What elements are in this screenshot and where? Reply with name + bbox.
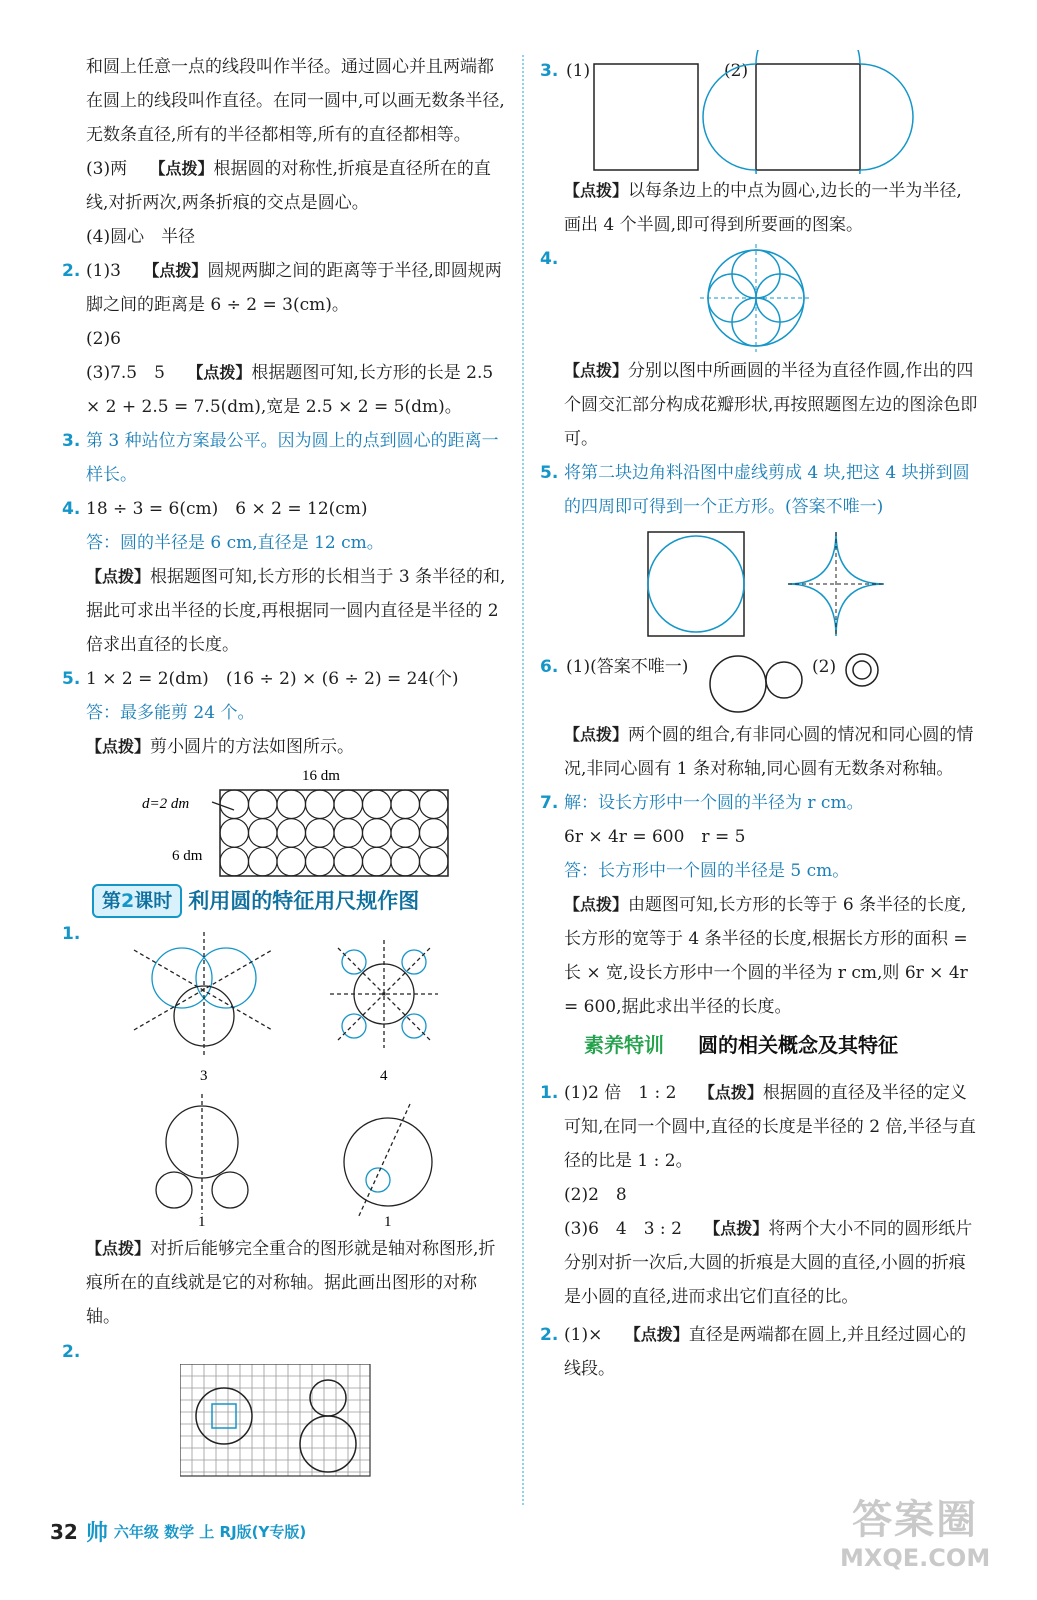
concentric-circle-outer [846, 654, 878, 686]
r7-number: 7. [540, 793, 559, 813]
watermark [840, 1497, 991, 1572]
three-circles-figure [134, 932, 272, 1056]
r5-figures [540, 524, 978, 646]
page-number: 32 [50, 1519, 78, 1544]
s1 [540, 1076, 978, 1178]
q5 [62, 662, 510, 696]
small-circle [220, 819, 249, 848]
q5-answer-text: 答：最多能剪 24 个。 [86, 703, 255, 723]
square-flower [756, 64, 860, 170]
q5-calc: 1 × 2 = 2(dm) (16 ÷ 2) × (6 ÷ 2) = 24(个) [86, 669, 459, 689]
s1-1-tip-text: 根据圆的直径及半径的定义可知,在同一个圆中,直径的长度是半径的 2 倍,半径与直径的比是 1 : 2。 [564, 1083, 976, 1171]
small-circle [220, 847, 249, 876]
small-circle [334, 819, 363, 848]
l1-tip [62, 1232, 510, 1334]
small-circle [420, 847, 449, 876]
small-circle [363, 790, 392, 819]
special-training-header [584, 1028, 978, 1062]
q1-continuation-text: 和圆上任意一点的线段叫作半径。通过圆心并且两端都在圆上的线段叫作直径。在同一圆中,可以画无数条半径,无数条直径,所有的半径都相等,所有的直径都相等。 [86, 57, 505, 145]
four-circles-figure [330, 940, 438, 1048]
tip-label: 【点拨】 [698, 1083, 763, 1102]
q5-answer [62, 696, 510, 730]
tip-label: 【点拨】 [86, 1239, 151, 1258]
lesson-header [92, 884, 510, 918]
lesson-badge [92, 884, 182, 918]
q4-calc: 18 ÷ 3 = 6(cm) 6 × 2 = 12(cm) [86, 499, 368, 519]
q2-3-tip-text: 根据题图可知,长方形的长是 2.5 × 2 + 2.5 = 7.5(dm),宽是 2.5 × 2 = 5(dm)。 [86, 363, 494, 417]
q5-number: 5. [62, 669, 81, 689]
r7-tip [540, 888, 978, 1024]
l2 [62, 1340, 510, 1364]
q2-1-tip-text: 圆规两脚之间的距离等于半径,即圆规两脚之间的距离是 6 ÷ 2 = 3(cm)。 [86, 261, 502, 315]
l2-number: 2. [62, 1342, 81, 1362]
s1-1-answer: (1)2 倍 1 : 2 [564, 1083, 677, 1103]
r5 [540, 456, 978, 524]
q1-4-answer: (4)圆心 半径 [86, 227, 196, 247]
s2-1-answer: (1)× [564, 1325, 603, 1345]
r3-figures [540, 50, 978, 174]
symmetry-axes-figures [62, 932, 510, 1232]
r4-number: 4. [540, 249, 559, 269]
left-column [62, 50, 510, 1484]
watermark-url: MXQE.COM [840, 1544, 991, 1572]
small-circle [391, 790, 420, 819]
lesson-title: 利用圆的特征用尺规作图 [188, 889, 420, 913]
non-concentric-circle-large [710, 656, 766, 712]
badge-number: 2 [121, 890, 135, 912]
s2 [540, 1318, 978, 1386]
s1-3-answer: (3)6 4 3 : 2 [564, 1219, 682, 1239]
l1-tip-text: 对折后能够完全重合的图形就是轴对称图形,折痕所在的直线就是它的对称轴。据此画出图形的对称轴。 [86, 1239, 496, 1327]
r7-answer [540, 854, 978, 888]
fig-d-caption: 1 [384, 1214, 392, 1230]
tip-label: 【点拨】 [624, 1325, 689, 1344]
r6-tip-text: 两个圆的组合,有非同心圆的情况和同心圆的情况,非同心圆有 1 条对称轴,同心圆有无数条对称轴。 [564, 725, 974, 779]
label-16dm: 16 dm [302, 768, 340, 784]
square-with-circle [648, 532, 744, 636]
concentric-circle-inner [853, 661, 871, 679]
r4-figure [540, 242, 978, 354]
small-circle [249, 847, 278, 876]
q1-3 [62, 152, 510, 220]
r6-tip [540, 718, 978, 786]
q5-tip-text: 剪小圆片的方法如图所示。 [150, 737, 355, 757]
label-diameter: d=2 dm [142, 796, 190, 812]
grid-circle-top [310, 1380, 346, 1416]
small-circle [420, 819, 449, 848]
semicircle-petals [703, 50, 913, 174]
brand-logo: 帅 [85, 1521, 108, 1546]
q2-3 [62, 356, 510, 424]
tip-label: 【点拨】 [143, 261, 208, 280]
small-circle [277, 819, 306, 848]
small-circle [249, 790, 278, 819]
q2-number: 2. [62, 261, 81, 281]
r3-number: 3. [540, 61, 559, 81]
r3-tip-text: 以每条边上的中点为圆心,边长的一半为半径,画出 4 个半圆,即可得到所要画的图案。 [564, 181, 962, 235]
q4 [62, 492, 510, 526]
s2-number: 2. [540, 1325, 559, 1345]
s1-3-tip-text: 将两个大小不同的圆形纸片分别对折一次后,大圆的折痕是大圆的直径,小圆的折痕是小圆的直径,进而求出它们直径的比。 [564, 1219, 973, 1307]
small-circle [306, 847, 335, 876]
small-circle [391, 819, 420, 848]
tip-label: 【点拨】 [149, 159, 214, 178]
s1-number: 1. [540, 1083, 559, 1103]
fig-a-caption: 3 [200, 1068, 208, 1084]
small-circle [277, 847, 306, 876]
r7-equation: 6r × 4r = 600 r = 5 [564, 827, 746, 847]
badge-post: 课时 [134, 890, 173, 912]
l1-number: 1. [62, 924, 81, 944]
q2 [62, 254, 510, 322]
q5-tip [62, 730, 510, 764]
r3-2-label: (2) [724, 61, 749, 81]
r7-tip-text: 由题图可知,长方形的长等于 6 条半径的长度,长方形的宽等于 4 条半径的长度,根据长方形的面积 = 长 × 宽,设长方形中一个圆的半径为 r cm,则 6r × 4r = 600,据此求出半径的长度。 [564, 895, 968, 1017]
small-circle [306, 819, 335, 848]
s2-1-tip-text: 直径是两端都在圆上,并且经过圆心的线段。 [564, 1325, 967, 1379]
q3 [62, 424, 510, 492]
small-circle [363, 847, 392, 876]
r6-2-label: (2) [812, 657, 837, 677]
q4-answer-text: 答：圆的半径是 6 cm,直径是 12 cm。 [86, 533, 384, 553]
r7 [540, 786, 978, 820]
r7-setup: 解：设长方形中一个圆的半径为 r cm。 [564, 793, 864, 813]
q3-answer: 第 3 种站位方案最公平。因为圆上的点到圆心的距离一样长。 [86, 431, 499, 485]
r5-answer: 将第二块边角料沿图中虚线剪成 4 块,把这 4 块拼到圆的四周即可得到一个正方形。(答案不唯一) [564, 463, 970, 517]
r4-tip [540, 354, 978, 456]
r6-number: 6. [540, 657, 559, 677]
r7-eq [540, 820, 978, 854]
r7-answer-text: 答：长方形中一个圆的半径是 5 cm。 [564, 861, 850, 881]
book-info: 六年级 数学 上 RJ版(Y专版) [113, 1523, 307, 1541]
tip-label: 【点拨】 [564, 725, 629, 744]
head-ears-figure [156, 1094, 248, 1214]
r6-row [540, 646, 978, 718]
grid-drawing-figure [180, 1364, 510, 1484]
watermark-text: 答案圈 [852, 1497, 979, 1543]
r6-1-label: (1)(答案不唯一) [566, 657, 689, 677]
fig-c-caption: 1 [198, 1214, 206, 1230]
tip-label: 【点拨】 [564, 895, 629, 914]
special-training-label: 素养特训 [584, 1033, 664, 1057]
column-divider [522, 55, 524, 1505]
inscribed-circle [648, 536, 744, 632]
circle-cutting-figure [62, 764, 510, 878]
page-footer [50, 1516, 306, 1547]
small-circle [391, 847, 420, 876]
square-plain [594, 64, 698, 170]
s1-2-answer: (2)2 8 [564, 1185, 627, 1205]
small-circle [334, 790, 363, 819]
s1-2 [540, 1178, 978, 1212]
right-column [540, 50, 978, 1386]
q4-number: 4. [62, 499, 81, 519]
q2-2-answer: (2)6 [86, 329, 121, 349]
tip-label: 【点拨】 [187, 363, 252, 382]
tip-label: 【点拨】 [564, 181, 629, 200]
r3-tip [540, 174, 978, 242]
q2-2 [62, 322, 510, 356]
q4-answer [62, 526, 510, 560]
small-circle [420, 790, 449, 819]
inner-circle-figure [344, 1104, 432, 1218]
badge-pre: 第 [102, 890, 122, 912]
small-circle [363, 819, 392, 848]
label-6dm: 6 dm [172, 848, 203, 864]
q1-continuation [62, 50, 510, 152]
tip-label: 【点拨】 [86, 737, 151, 756]
q1-3-tip-text: 根据圆的对称性,折痕是直径所在的直线,对折两次,两条折痕的交点是圆心。 [86, 159, 491, 213]
q4-tip-text: 根据题图可知,长方形的长相当于 3 条半径的和,据此可求出半径的长度,再根据同一圆内直径是半径的 2 倍求出直径的长度。 [86, 567, 506, 655]
small-circles-grid [220, 790, 448, 876]
special-training-title: 圆的相关概念及其特征 [698, 1033, 898, 1057]
q4-tip [62, 560, 510, 662]
q2-1-answer: (1)3 [86, 261, 121, 281]
r5-number: 5. [540, 463, 559, 483]
non-concentric-circle-small [766, 662, 802, 698]
s1-3 [540, 1212, 978, 1314]
tip-label: 【点拨】 [86, 567, 151, 586]
q1-4 [62, 220, 510, 254]
q3-number: 3. [62, 431, 81, 451]
small-circle [306, 790, 335, 819]
r3-1-label: (1) [566, 61, 591, 81]
tip-label: 【点拨】 [704, 1219, 769, 1238]
r4-tip-text: 分别以图中所画圆的半径为直径作圆,作出的四个圆交汇部分构成花瓣形状,再按照题图左边的图涂色即可。 [564, 361, 978, 449]
small-circle [220, 790, 249, 819]
q1-3-answer: (3)两 [86, 159, 128, 179]
diameter-pointer [212, 802, 234, 810]
small-circle [334, 847, 363, 876]
q2-3-answer: (3)7.5 5 [86, 363, 165, 383]
fig-b-caption: 4 [380, 1068, 388, 1084]
small-circle [249, 819, 278, 848]
tip-label: 【点拨】 [564, 361, 629, 380]
small-circle [277, 790, 306, 819]
